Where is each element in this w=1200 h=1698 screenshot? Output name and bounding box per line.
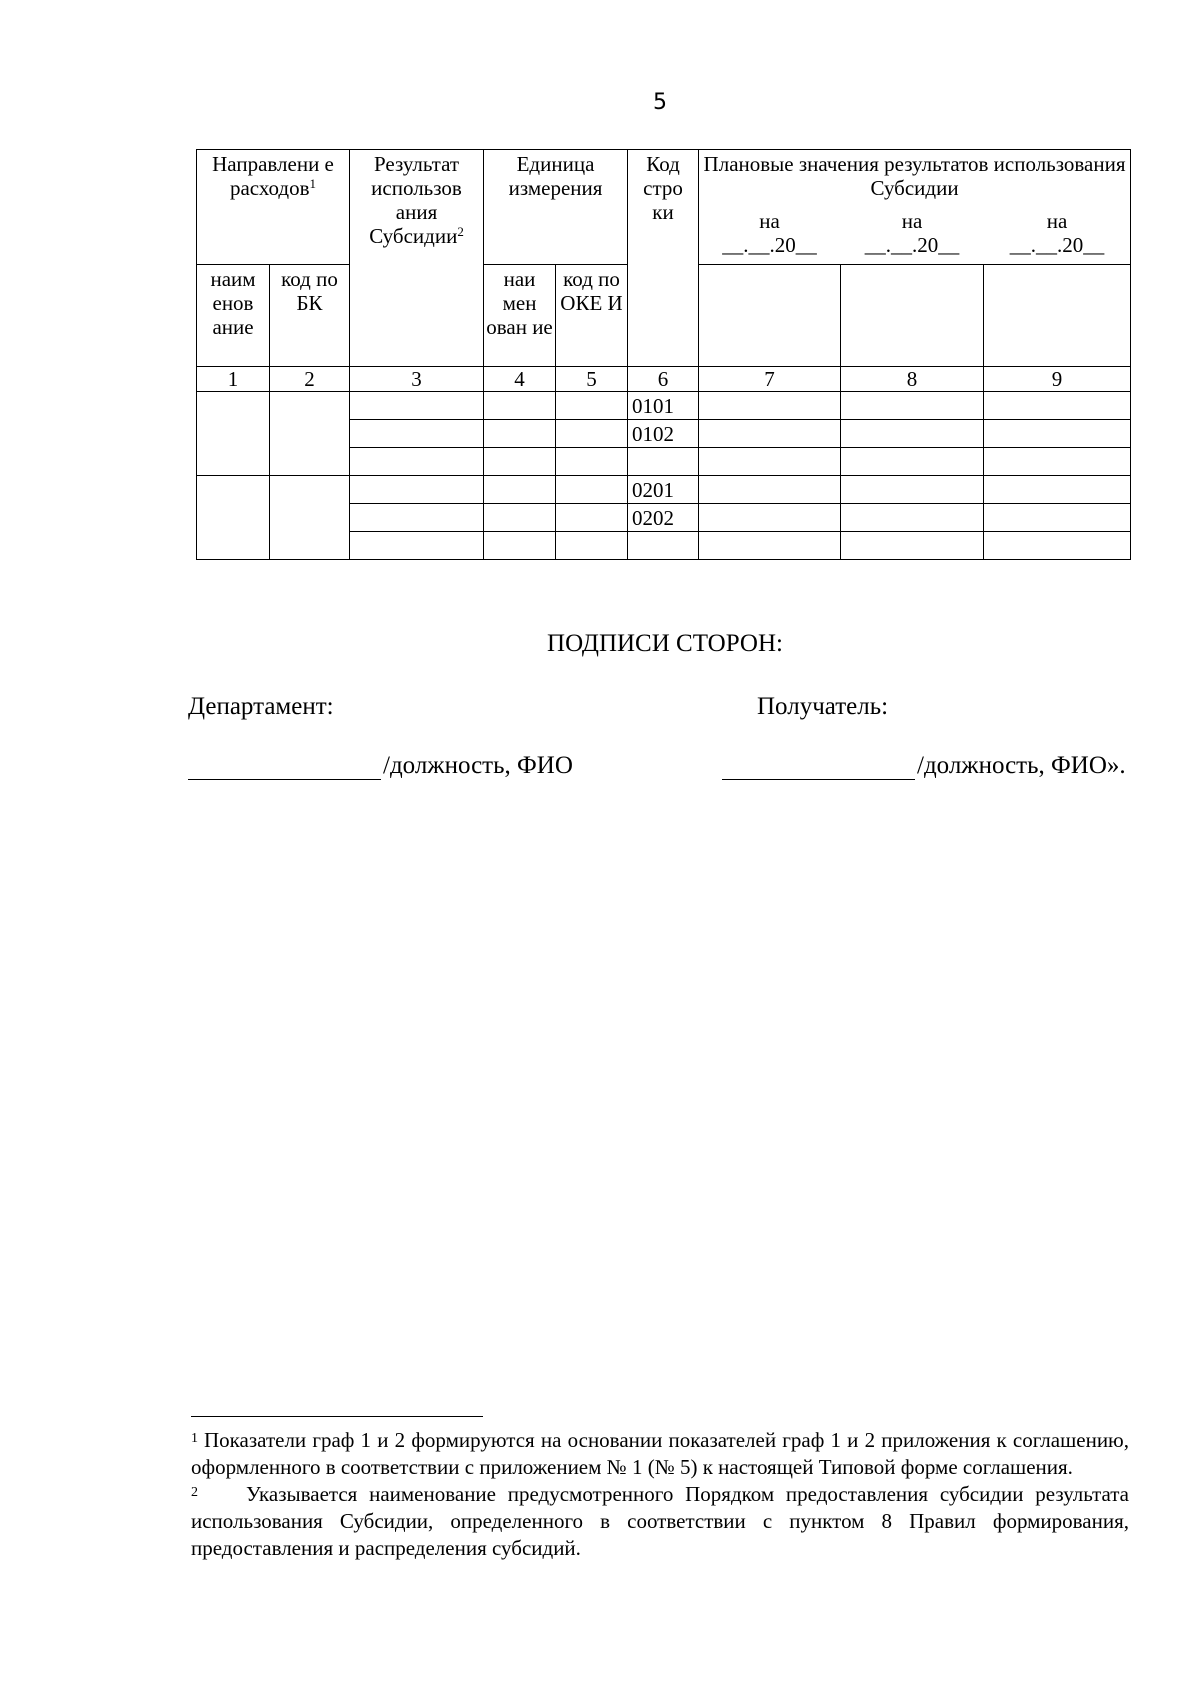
column-number: 2 [270,367,350,392]
header-unit-name: наи мен ован ие [484,265,556,367]
footnotes [191,1427,1129,1562]
header-date-3: на __.__.20__ [984,265,1131,367]
column-numbers-row [197,367,1131,392]
column-number: 8 [841,367,984,392]
header-result: Результат использов ания Субсидии$^2$ [350,150,484,367]
row-code: 0201 [628,476,699,504]
department-signature: /должность, ФИО [188,752,573,780]
direction-name-cell [197,392,270,476]
recipient-label: Получатель: [757,693,889,720]
signature-line [722,757,915,780]
column-number: 5 [556,367,628,392]
row-code: 0102 [628,420,699,448]
header-planned: Плановые значения результатов использования Субсидии [699,150,1131,265]
signatures-title: ПОДПИСИ СТОРОН: [547,630,783,657]
row-code [628,448,699,476]
direction-name-cell [197,476,270,560]
header-date-2: на __.__.20__ [841,265,984,367]
department-label: Департамент: [188,693,334,720]
footnote-divider [191,1416,483,1417]
column-number: 1 [197,367,270,392]
footnote-1: $^1$ Показатели граф 1 и 2 формируются на основании показателей граф 1 и 2 приложения к соглашению, оформленного в соответствии с приложением № 1 (№ 5) к настоящей Типовой форме соглашения. [191,1428,1129,1479]
bk-code-cell [270,392,350,476]
column-number: 4 [484,367,556,392]
signature-line [188,757,381,780]
header-row-code: Код стро ки [628,150,699,367]
row-code [628,532,699,560]
recipient-signature: /должность, ФИО». [722,752,1126,780]
table-row [197,476,1131,504]
header-direction: Направлени е расходов$^1$ [197,150,350,265]
row-code: 0202 [628,504,699,532]
bk-code-cell [270,476,350,560]
header-bk-code: код по БК [270,265,350,367]
column-number: 3 [350,367,484,392]
footnote-2: $^2$ Указывается наименование предусмотренного Порядком предоставления субсидии результата использования Субсидии, определенного в соответствии с пунктом 8 Правил формирования, предоставления и распределения субсидий. [191,1482,1129,1560]
header-okei-code: код по ОКЕ И [556,265,628,367]
header-name: наим енов ание [197,265,270,367]
header-unit: Единица измерения [484,150,628,265]
planned-results-table [196,149,1131,560]
table-row [197,392,1131,420]
row-code: 0101 [628,392,699,420]
header-date-1: на __.__.20__ [699,265,841,367]
column-number: 6 [628,367,699,392]
column-number: 9 [984,367,1131,392]
page-number: 5 [653,90,667,115]
column-number: 7 [699,367,841,392]
